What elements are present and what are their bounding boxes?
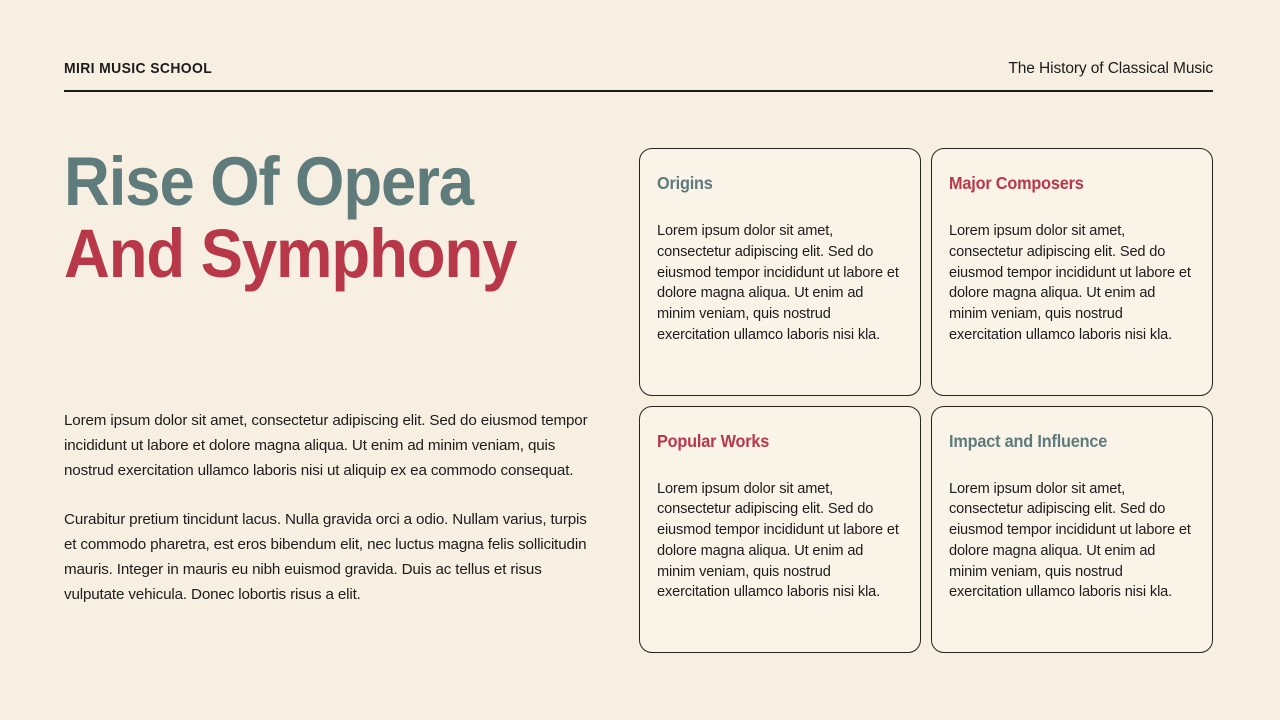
topic-card-title: Impact and Influence: [949, 430, 1108, 451]
topic-card-body: Lorem ipsum dolor sit amet, consectetur adipiscing elit. Sed do eiusmod tempor incididunt ut labore et dolore magna aliqua. Ut enim ad minim veniam, quis nostrud exercitation ullamco laboris nisi kla.: [657, 480, 899, 601]
topic-card-body: Lorem ipsum dolor sit amet, consectetur adipiscing elit. Sed do eiusmod tempor incididunt ut labore et dolore magna aliqua. Ut enim ad minim veniam, quis nostrud exercitation ullamco laboris nisi kla.: [949, 223, 1191, 343]
page-title-line-1: Rise Of Opera: [64, 143, 473, 220]
hero-paragraph-2: Curabitur pretium tincidunt lacus. Nulla gravida orci a odio. Nullam varius, turpis et commodo pharetra, est eros bibendum elit, nec luctus magna felis sollicitudin mauris. Integer in mauris eu nibh euismod gravida. Duis ac tellus et risus vulputate vehicula. Donec lobortis risus a elit.: [64, 511, 587, 603]
hero-paragraph-1: Lorem ipsum dolor sit amet, consectetur adipiscing elit. Sed do eiusmod tempor incididunt ut labore et dolore magna aliqua. Ut enim ad minim veniam, quis nostrud exercitation ullamco laboris nisi ut aliquip ex ea commodo consequat.: [64, 412, 588, 479]
slide-header: [64, 60, 1213, 92]
page-title: [64, 143, 565, 292]
topic-card-body: Lorem ipsum dolor sit amet, consectetur adipiscing elit. Sed do eiusmod tempor incididunt ut labore et dolore magna aliqua. Ut enim ad minim veniam, quis nostrud exercitation ullamco laboris nisi kla.: [949, 480, 1191, 601]
topic-card-grid: [639, 148, 1213, 653]
page-title-line-2: And Symphony: [64, 214, 517, 292]
hero-title-block: [64, 143, 609, 292]
brand-name: MIRI MUSIC SCHOOL: [64, 60, 213, 77]
topic-card-body: Lorem ipsum dolor sit amet, consectetur adipiscing elit. Sed do eiusmod tempor incididunt ut labore et dolore magna aliqua. Ut enim ad minim veniam, quis nostrud exercitation ullamco laboris nisi kla.: [657, 223, 899, 343]
topic-card-impact-and-influence[interactable]: [931, 406, 1213, 654]
topic-card-title: Popular Works: [657, 430, 770, 451]
topic-card-popular-works[interactable]: [639, 406, 921, 654]
topic-card-origins[interactable]: [639, 148, 921, 396]
topic-card-major-composers[interactable]: [931, 148, 1213, 396]
course-subject-label: The History of Classical Music: [1008, 60, 1213, 77]
topic-card-title: Origins: [657, 173, 713, 193]
topic-card-title: Major Composers: [949, 173, 1084, 193]
hero-body-copy: [64, 408, 600, 607]
